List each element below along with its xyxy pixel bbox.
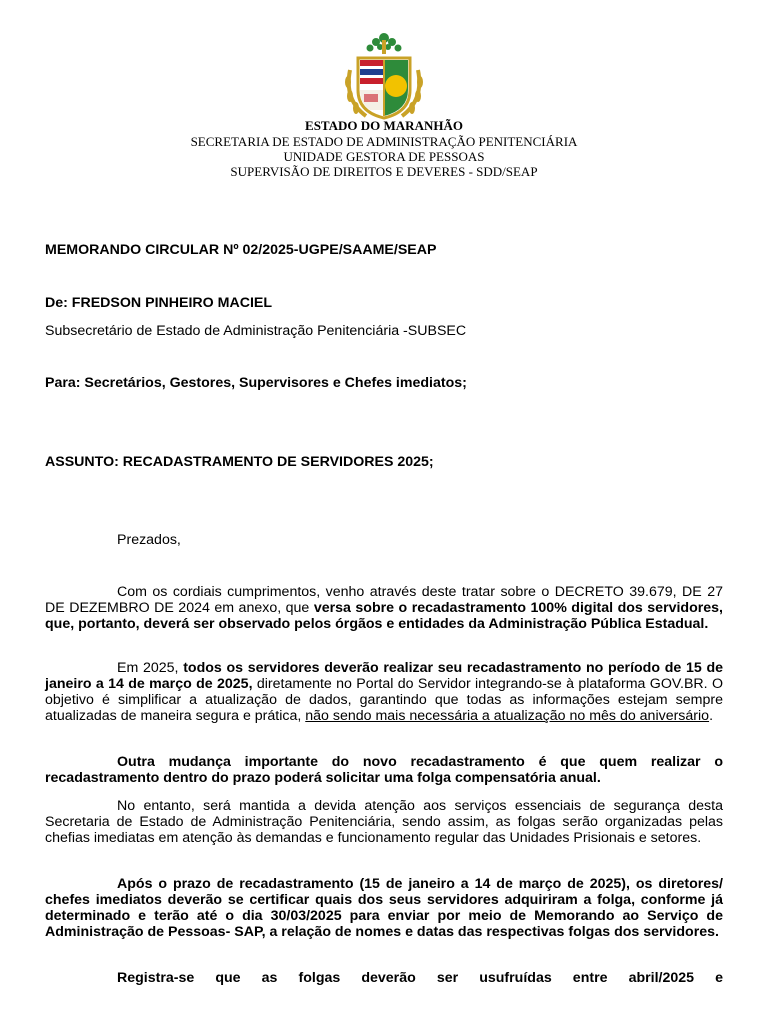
paragraph-3: Outra mudança importante do novo recadastramento é que quem realizar o recadastramento dentro do prazo poderá solicitar uma folga compensatória anual. (45, 754, 723, 786)
memo-from-title: Subsecretário de Estado de Administração Penitenciária -SUBSEC (45, 323, 467, 339)
paragraph-4: No entanto, será mantida a devida atenção aos serviços essenciais de segurança desta Secretaria de Estado de Administração Penitenciária, sendo assim, as folgas serão organizadas pelas chefias imediatas em atenção às demandas e funcionamento regular das Unidades Prisionais e setores. (45, 798, 723, 846)
paragraph-2-period: todos os servidores deverão realizar seu recadastramento no período de 15 de janeiro a 14 de março de 2025, (45, 660, 724, 692)
paragraph-2-start: Em 2025, (117, 660, 184, 676)
paragraph-1 (45, 584, 723, 632)
state-coat-of-arms-icon (336, 30, 432, 122)
paragraph-2-underlined: não sendo mais necessária a atualização no mês do aniversário (305, 708, 710, 724)
state-name: ESTADO DO MARANHÃO (305, 118, 463, 133)
paragraph-6: Registra-se que as folgas deverão ser usufruídas entre abril/2025 e (117, 970, 723, 986)
supervision-name: SUPERVISÃO DE DIREITOS E DEVERES - SDD/SEAP (230, 164, 538, 179)
paragraph-2-body: diretamente no Portal do Servidor integrando-se à plataforma GOV.BR. O objetivo é simplificar a atualização de dados, garantindo que todas as informações estejam sempre atualizadas de maneira segura e prática, (45, 676, 723, 724)
greeting: Prezados, (117, 532, 181, 548)
memo-to: Para: Secretários, Gestores, Supervisores e Chefes imediatos; (45, 375, 467, 391)
paragraph-1-intro: Com os cordiais cumprimentos, venho através deste tratar sobre o DECRETO 39.679, DE 27 DE DEZEMBRO DE 2024 em anexo, que (45, 584, 723, 616)
paragraph-2-end: . (709, 708, 714, 724)
memo-from: De: FREDSON PINHEIRO MACIEL (45, 295, 273, 311)
secretariat-name: SECRETARIA DE ESTADO DE ADMINISTRAÇÃO PENITENCIÁRIA (190, 134, 578, 149)
paragraph-1-highlight: versa sobre o recadastramento 100% digital dos servidores, que, portanto, deverá ser observado pelos órgãos e entidades da Administração Pública Estadual. (45, 600, 724, 632)
memo-subject: ASSUNTO: RECADASTRAMENTO DE SERVIDORES 2025; (45, 454, 434, 470)
memo-number: MEMORANDO CIRCULAR Nº 02/2025-UGPE/SAAME/SEAP (45, 242, 437, 258)
paragraph-2 (45, 660, 723, 724)
paragraph-5: Após o prazo de recadastramento (15 de janeiro a 14 de março de 2025), os diretores/ chefes imediatos deverão se certificar quais dos seus servidores adquiriram a folga, conforme já determinado e terão até o dia 30/03/2025 para enviar por meio de Memorando ao Serviço de Administração de Pessoas- SAP, a relação de nomes e datas das respectivas folgas dos servidores. (45, 876, 723, 940)
unit-name: UNIDADE GESTORA DE PESSOAS (283, 149, 485, 164)
